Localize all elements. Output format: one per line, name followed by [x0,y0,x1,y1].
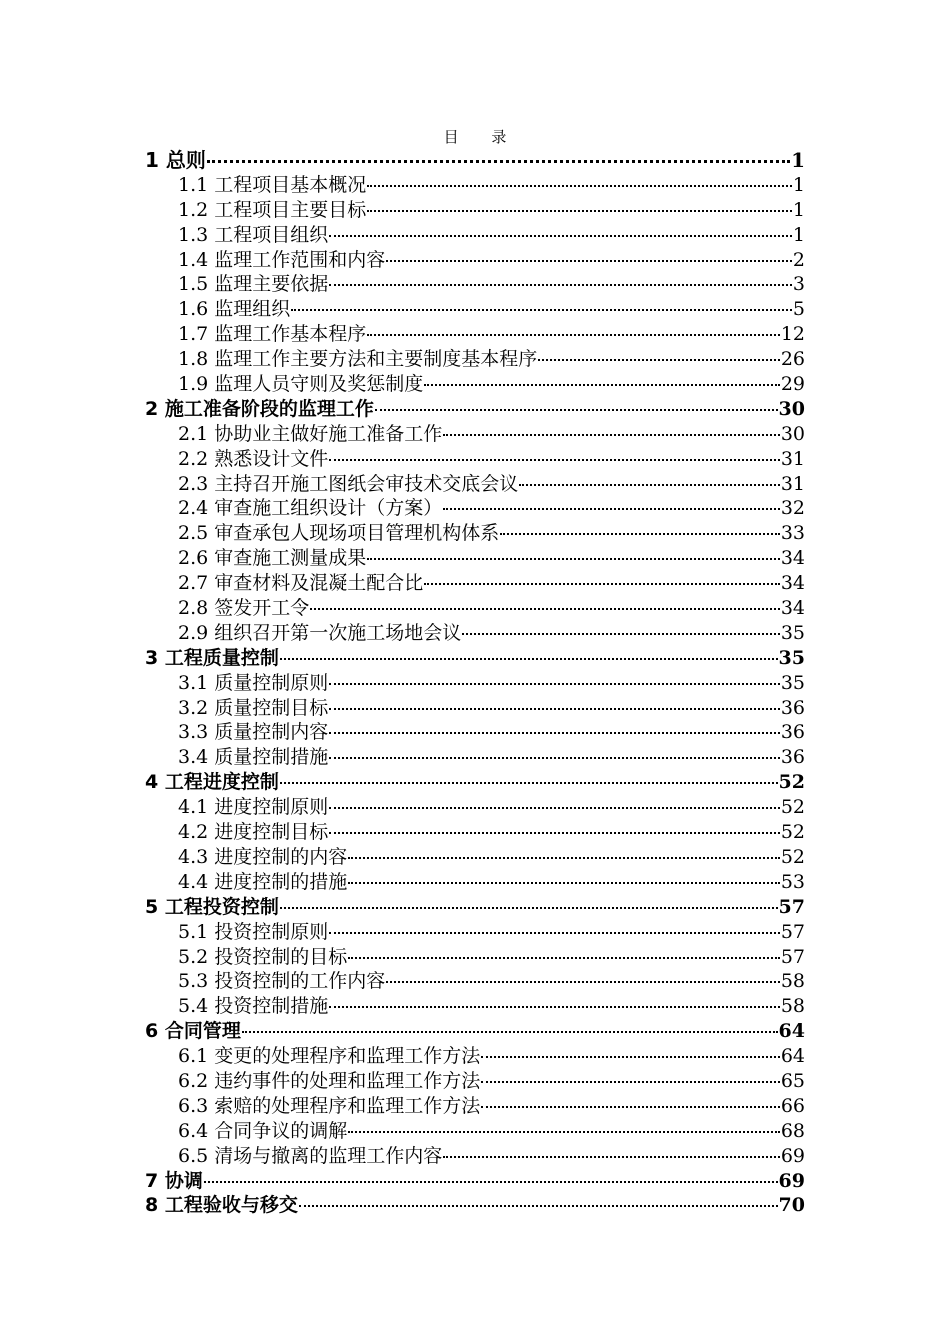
toc-entry-label: 8 工程验收与移交 [145,1194,298,1217]
toc-dot-leader [443,434,780,436]
toc-entry-label: 3.1 质量控制原则 [178,671,329,694]
toc-entry-page-number: 53 [780,870,805,893]
toc-dot-leader [329,459,780,461]
toc-dot-leader [329,284,792,286]
toc-section-entry[interactable] [145,347,805,372]
toc-entry-label: 5.3 投资控制的工作内容 [178,970,386,993]
toc-entry-label: 3.3 质量控制内容 [178,721,329,744]
toc-section-entry[interactable] [145,173,805,198]
toc-dot-leader [519,484,780,486]
toc-dot-leader [299,1205,778,1207]
toc-dot-leader [310,608,780,610]
toc-entry-label: 3.2 质量控制目标 [178,696,329,719]
toc-entry-page-number: 1 [792,198,805,221]
toc-section-entry[interactable] [145,845,805,870]
toc-dot-leader [348,882,780,884]
toc-entry-page-number: 65 [780,1069,805,1092]
toc-entry-label: 6.1 变更的处理程序和监理工作方法 [178,1045,481,1068]
toc-entry-page-number: 70 [778,1194,805,1217]
toc-section-entry[interactable] [145,447,805,472]
toc-section-entry[interactable] [145,870,805,895]
toc-section-entry[interactable] [145,472,805,497]
toc-entry-label: 2.7 审查材料及混凝土配合比 [178,572,424,595]
toc-entry-label: 6.5 清场与撤离的监理工作内容 [178,1144,443,1167]
toc-entry-page-number: 36 [780,746,805,769]
toc-entry-page-number: 34 [780,547,805,570]
toc-entry-page-number: 66 [780,1094,805,1117]
toc-entry-page-number: 30 [778,397,805,420]
toc-chapter-entry[interactable] [145,646,805,671]
toc-dot-leader [280,782,778,784]
toc-entry-page-number: 52 [780,845,805,868]
toc-dot-leader [329,683,780,685]
toc-entry-page-number: 3 [792,273,805,296]
toc-dot-leader [329,832,780,834]
toc-section-entry[interactable] [145,521,805,546]
toc-chapter-entry[interactable] [145,770,805,795]
toc-entry-label: 3 工程质量控制 [145,646,279,669]
toc-section-entry[interactable] [145,571,805,596]
toc-section-entry[interactable] [145,223,805,248]
toc-entry-page-number: 29 [780,373,805,396]
toc-dot-leader [462,633,780,635]
toc-entry-label: 5.2 投资控制的目标 [178,945,348,968]
toc-entry-label: 5 工程投资控制 [145,895,279,918]
toc-section-entry[interactable] [145,720,805,745]
toc-section-entry[interactable] [145,969,805,994]
toc-dot-leader [538,359,780,361]
toc-entry-label: 6.4 合同争议的调解 [178,1119,348,1142]
toc-section-entry[interactable] [145,546,805,571]
toc-dot-leader [348,857,780,859]
toc-section-entry[interactable] [145,1094,805,1119]
toc-entry-label: 1.7 监理工作基本程序 [178,323,367,346]
toc-entry-label: 4.3 进度控制的内容 [178,845,348,868]
toc-entry-page-number: 34 [780,572,805,595]
toc-section-entry[interactable] [145,1044,805,1069]
toc-section-entry[interactable] [145,945,805,970]
toc-section-entry[interactable] [145,1069,805,1094]
toc-dot-leader [204,1181,778,1183]
toc-entry-label: 4.2 进度控制目标 [178,821,329,844]
toc-dot-leader [207,160,790,163]
toc-dot-leader [386,260,792,262]
toc-entry-page-number: 1 [791,148,805,172]
toc-entry-label: 2.8 签发开工令 [178,597,310,620]
toc-dot-leader [291,309,792,311]
toc-entry-page-number: 36 [780,696,805,719]
toc-entry-label: 1.6 监理组织 [178,298,291,321]
toc-entry-page-number: 52 [780,796,805,819]
toc-section-entry[interactable] [145,994,805,1019]
toc-entry-label: 3.4 质量控制措施 [178,746,329,769]
toc-entry-page-number: 1 [792,173,805,196]
toc-entry-label: 5.1 投资控制原则 [178,920,329,943]
toc-entry-page-number: 52 [780,821,805,844]
toc-section-entry[interactable] [145,696,805,721]
toc-section-entry[interactable] [145,820,805,845]
toc-dot-leader [443,1156,780,1158]
toc-section-entry[interactable] [145,920,805,945]
toc-entry-label: 5.4 投资控制措施 [178,995,329,1018]
toc-section-entry[interactable] [145,297,805,322]
toc-section-entry[interactable] [145,596,805,621]
toc-section-entry[interactable] [145,198,805,223]
toc-entry-page-number: 1 [792,223,805,246]
toc-dot-leader [329,757,780,759]
table-of-contents [145,148,805,1218]
toc-entry-page-number: 5 [792,298,805,321]
toc-dot-leader [367,185,792,187]
toc-entry-page-number: 58 [780,995,805,1018]
toc-dot-leader [280,658,778,660]
toc-dot-leader [329,1006,780,1008]
toc-entry-page-number: 33 [780,522,805,545]
toc-section-entry[interactable] [145,248,805,273]
toc-dot-leader [329,235,792,237]
toc-section-entry[interactable] [145,272,805,297]
toc-entry-label: 6 合同管理 [145,1020,241,1043]
toc-entry-page-number: 31 [780,447,805,470]
toc-section-entry[interactable] [145,621,805,646]
toc-entry-label: 2.5 审查承包人现场项目管理机构体系 [178,522,500,545]
toc-chapter-entry[interactable] [145,1169,805,1194]
toc-entry-label: 2.6 审查施工测量成果 [178,547,367,570]
toc-section-entry[interactable] [145,322,805,347]
toc-entry-page-number: 68 [780,1119,805,1142]
toc-entry-label: 1.9 监理人员守则及奖惩制度 [178,373,424,396]
toc-chapter-entry[interactable] [145,397,805,422]
toc-dot-leader [348,957,780,959]
toc-section-entry[interactable] [145,671,805,696]
toc-dot-leader [329,932,780,934]
toc-entry-label: 7 协调 [145,1169,203,1192]
toc-section-entry[interactable] [145,496,805,521]
toc-entry-page-number: 57 [778,895,805,918]
toc-dot-leader [329,807,780,809]
toc-section-entry[interactable] [145,1119,805,1144]
toc-dot-leader [424,384,780,386]
toc-section-entry[interactable] [145,795,805,820]
toc-entry-label: 2.4 审查施工组织设计（方案） [178,497,443,520]
toc-entry-page-number: 52 [778,771,805,794]
toc-entry-label: 1.5 监理主要依据 [178,273,329,296]
toc-dot-leader [329,708,780,710]
toc-entry-label: 2.1 协助业主做好施工准备工作 [178,422,443,445]
toc-entry-page-number: 30 [780,422,805,445]
toc-entry-page-number: 57 [780,920,805,943]
toc-dot-leader [280,907,778,909]
toc-entry-label: 2 施工准备阶段的监理工作 [145,397,374,420]
toc-chapter-entry[interactable] [145,148,805,173]
toc-entry-label: 4.1 进度控制原则 [178,796,329,819]
toc-entry-page-number: 34 [780,597,805,620]
toc-dot-leader [375,409,778,411]
toc-section-entry[interactable] [145,745,805,770]
toc-entry-label: 2.2 熟悉设计文件 [178,447,329,470]
toc-dot-leader [329,732,780,734]
toc-dot-leader [443,508,780,510]
toc-entry-page-number: 69 [780,1144,805,1167]
toc-entry-label: 1.4 监理工作范围和内容 [178,248,386,271]
toc-dot-leader [481,1106,780,1108]
toc-entry-label: 1.1 工程项目基本概况 [178,173,367,196]
toc-entry-label: 1.8 监理工作主要方法和主要制度基本程序 [178,348,538,371]
toc-entry-label: 6.2 违约事件的处理和监理工作方法 [178,1069,481,1092]
toc-dot-leader [348,1131,780,1133]
toc-dot-leader [242,1031,778,1033]
toc-entry-label: 2.9 组织召开第一次施工场地会议 [178,621,462,644]
toc-dot-leader [424,583,780,585]
toc-entry-page-number: 35 [780,671,805,694]
toc-entry-page-number: 35 [780,621,805,644]
toc-section-entry[interactable] [145,1144,805,1169]
toc-entry-label: 2.3 主持召开施工图纸会审技术交底会议 [178,472,519,495]
toc-dot-leader [481,1081,780,1083]
toc-entry-label: 1.2 工程项目主要目标 [178,198,367,221]
toc-entry-label: 4.4 进度控制的措施 [178,870,348,893]
toc-dot-leader [386,981,780,983]
toc-entry-page-number: 57 [780,945,805,968]
toc-entry-label: 6.3 索赔的处理程序和监理工作方法 [178,1094,481,1117]
toc-entry-page-number: 35 [778,646,805,669]
toc-chapter-entry[interactable] [145,1019,805,1044]
toc-dot-leader [367,558,780,560]
toc-chapter-entry[interactable] [145,895,805,920]
toc-entry-label: 4 工程进度控制 [145,771,279,794]
toc-entry-page-number: 12 [780,323,805,346]
toc-title: 目 录 [443,128,521,146]
toc-entry-page-number: 36 [780,721,805,744]
toc-dot-leader [367,210,792,212]
toc-entry-page-number: 69 [778,1169,805,1192]
toc-entry-page-number: 64 [780,1045,805,1068]
toc-entry-page-number: 32 [780,497,805,520]
toc-entry-page-number: 31 [780,472,805,495]
toc-entry-page-number: 58 [780,970,805,993]
toc-dot-leader [500,533,780,535]
toc-section-entry[interactable] [145,372,805,397]
toc-chapter-entry[interactable] [145,1193,805,1218]
toc-entry-label: 1 总则 [145,148,206,172]
toc-entry-label: 1.3 工程项目组织 [178,223,329,246]
toc-entry-page-number: 64 [778,1020,805,1043]
toc-dot-leader [481,1056,780,1058]
toc-entry-page-number: 2 [792,248,805,271]
toc-section-entry[interactable] [145,422,805,447]
toc-entry-page-number: 26 [780,348,805,371]
toc-dot-leader [367,334,780,336]
